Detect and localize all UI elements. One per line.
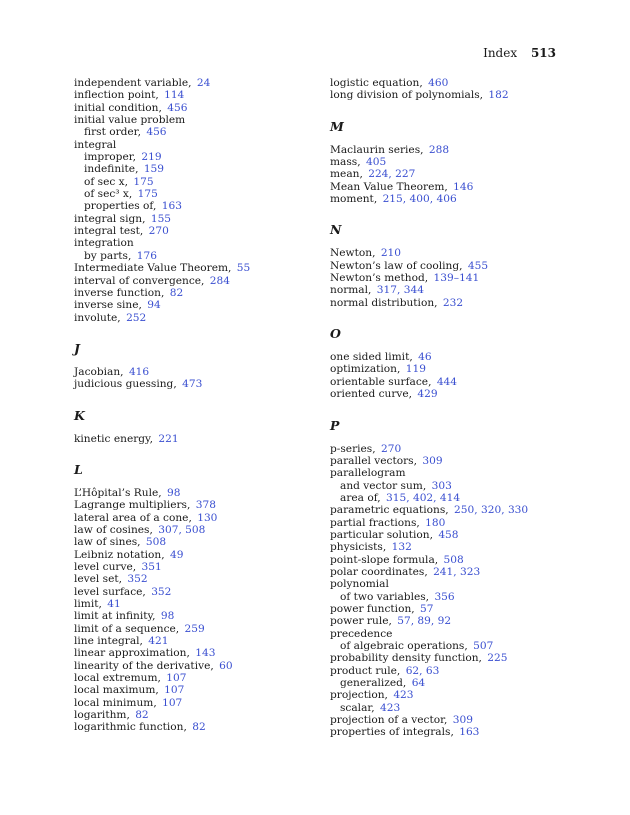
- index-term: optimization,: [330, 363, 401, 376]
- index-entry: [330, 689, 570, 701]
- page-reference-link[interactable]: 507: [473, 640, 494, 652]
- index-term: normal distribution,: [330, 296, 438, 309]
- index-term: Mean Value Theorem,: [330, 180, 448, 193]
- index-entry: [74, 275, 314, 287]
- index-entry: [330, 144, 570, 156]
- index-term: properties of integrals,: [330, 726, 454, 739]
- index-term: particular solution,: [330, 528, 433, 541]
- index-entry: [74, 237, 314, 249]
- page-reference-link[interactable]: 119: [405, 363, 426, 376]
- page-reference-link[interactable]: 473: [182, 378, 203, 391]
- index-term: linear approximation,: [74, 647, 190, 660]
- page-reference-link[interactable]: 455: [467, 259, 489, 272]
- page-reference-link[interactable]: 309: [422, 454, 443, 467]
- index-term: independent variable,: [74, 77, 192, 89]
- page-reference-link[interactable]: 456: [167, 101, 188, 114]
- index-entry: [74, 549, 314, 561]
- index-entry: [74, 225, 314, 237]
- page-reference-link[interactable]: 508: [145, 536, 167, 549]
- index-entry: [330, 181, 570, 193]
- index-term: parallel vectors,: [330, 454, 417, 467]
- index-term: limit,: [74, 598, 102, 610]
- page-reference-link[interactable]: 423: [393, 689, 414, 702]
- index-term: polar coordinates,: [330, 565, 428, 578]
- index-term: power function,: [330, 602, 415, 615]
- index-entry: [330, 297, 570, 309]
- page-reference-link[interactable]: 98: [166, 486, 181, 499]
- index-term: Newton’s law of cooling,: [330, 259, 463, 272]
- index-term: by parts,: [84, 249, 132, 262]
- index-term: inflection point,: [74, 89, 159, 102]
- page-reference-link[interactable]: 60: [219, 659, 233, 672]
- index-term: logarithmic function,: [74, 721, 187, 734]
- index-entry: [330, 284, 570, 296]
- index-subentry: [74, 126, 314, 138]
- page-reference-link[interactable]: 180: [425, 516, 446, 529]
- page-header: [483, 46, 556, 60]
- page-reference-link[interactable]: 175: [137, 188, 158, 201]
- index-term: level curve,: [74, 560, 137, 573]
- index-term: precedence: [330, 627, 393, 640]
- index-entry: [74, 660, 314, 672]
- index-entry: [330, 504, 570, 516]
- index-term: p-series,: [330, 442, 376, 455]
- index-term: local minimum,: [74, 696, 157, 709]
- index-subentry: [74, 176, 314, 188]
- index-entry: [74, 561, 314, 573]
- index-term: integral test,: [74, 225, 144, 238]
- index-term: normal,: [330, 284, 372, 297]
- index-term: involute,: [74, 311, 121, 324]
- index-entry: [74, 536, 314, 548]
- index-term: interval of convergence,: [74, 274, 205, 287]
- page-reference-link[interactable]: 24: [196, 77, 211, 89]
- index-term: point-slope formula,: [330, 553, 439, 566]
- index-entry: [330, 376, 570, 388]
- index-entry: [74, 586, 314, 598]
- index-term: integral: [74, 138, 117, 151]
- page-reference-link[interactable]: 460: [428, 77, 449, 89]
- page-reference-link[interactable]: 378: [195, 499, 216, 512]
- index-term: Intermediate Value Theorem,: [74, 262, 232, 275]
- page-reference-link[interactable]: 98: [160, 610, 175, 623]
- index-entry: [74, 378, 314, 390]
- index-term: of sec³ x,: [84, 188, 133, 201]
- page-reference-link[interactable]: 46: [418, 351, 432, 364]
- index-term: of two variables,: [340, 590, 430, 603]
- page-reference-link[interactable]: 175: [133, 175, 154, 188]
- page-reference-link[interactable]: 303: [431, 479, 452, 492]
- index-term: polynomial: [330, 578, 389, 591]
- page-reference-link[interactable]: 423: [380, 701, 401, 714]
- index-entry: [74, 114, 314, 126]
- index-entry: [330, 260, 570, 272]
- index-term: inverse sine,: [74, 299, 142, 312]
- page-reference-link[interactable]: 143: [195, 647, 216, 660]
- index-term: law of cosines,: [74, 523, 153, 536]
- index-term: and vector sum,: [340, 479, 427, 492]
- page-reference-link[interactable]: 114: [164, 89, 185, 102]
- page-reference-link[interactable]: 288: [428, 143, 450, 156]
- index-entry: [330, 714, 570, 726]
- index-subentry: [74, 163, 314, 175]
- page-reference-link[interactable]: 352: [151, 585, 172, 598]
- index-term: first order,: [84, 126, 141, 139]
- index-term: improper,: [84, 151, 136, 164]
- page-reference-link[interactable]: 41: [107, 598, 121, 610]
- index-term: local extremum,: [74, 672, 161, 685]
- index-term: of algebraic operations,: [340, 640, 468, 652]
- page-reference-link[interactable]: 416: [128, 365, 150, 378]
- page-reference-link[interactable]: 215, 400, 406: [382, 193, 457, 206]
- page-reference-link[interactable]: 49: [170, 548, 184, 561]
- index-subentry: [330, 702, 570, 714]
- page-reference-link[interactable]: 232: [442, 296, 464, 309]
- index-entry: [74, 672, 314, 684]
- index-entry: [330, 603, 570, 615]
- index-term: projection of a vector,: [330, 714, 448, 727]
- index-subentry: [330, 677, 570, 689]
- page-reference-link[interactable]: 224, 227: [368, 168, 416, 181]
- index-term: parametric equations,: [330, 504, 449, 517]
- page-reference-link[interactable]: 132: [391, 541, 412, 554]
- page-reference-link[interactable]: 55: [236, 262, 251, 275]
- index-entry: [74, 77, 314, 89]
- index-letter-heading: J: [74, 340, 80, 356]
- index-letter-heading: P: [330, 417, 340, 433]
- index-term: scalar,: [340, 701, 375, 714]
- index-term: parallelogram: [330, 467, 406, 480]
- index-column-left: [74, 77, 314, 734]
- index-entry: [330, 529, 570, 541]
- index-term: integration: [74, 237, 134, 250]
- index-entry: [74, 512, 314, 524]
- index-entry: [330, 193, 570, 205]
- page-reference-link[interactable]: 57: [420, 602, 434, 615]
- index-subentry: [74, 188, 314, 200]
- page-reference-link[interactable]: 163: [161, 200, 182, 213]
- index-entry: [330, 156, 570, 168]
- index-entry: [74, 499, 314, 511]
- index-entry: [74, 697, 314, 709]
- index-entry: [74, 721, 314, 733]
- index-entry: [330, 652, 570, 664]
- index-subentry: [74, 200, 314, 212]
- page-reference-link[interactable]: 259: [184, 622, 205, 635]
- page-reference-link[interactable]: 284: [209, 274, 231, 287]
- index-entry: [74, 102, 314, 114]
- index-entry: [74, 610, 314, 622]
- index-entry: [330, 665, 570, 677]
- index-entry: [330, 541, 570, 553]
- index-entry: [74, 635, 314, 647]
- page-reference-link[interactable]: 444: [436, 375, 458, 388]
- page-reference-link[interactable]: 163: [459, 726, 480, 739]
- index-entry: [74, 524, 314, 536]
- page-reference-link[interactable]: 107: [166, 672, 187, 685]
- page-reference-link[interactable]: 429: [417, 388, 438, 401]
- index-term: product rule,: [330, 664, 401, 677]
- index-entry: [330, 247, 570, 259]
- page-reference-link[interactable]: 130: [197, 511, 218, 524]
- index-letter-heading: M: [330, 118, 344, 134]
- index-term: initial value problem: [74, 114, 186, 127]
- index-term: area of,: [340, 491, 381, 504]
- page-reference-link[interactable]: 421: [148, 635, 169, 648]
- index-subentry: [74, 250, 314, 262]
- index-entry: [74, 299, 314, 311]
- page-reference-link[interactable]: 250, 320, 330: [454, 504, 529, 517]
- index-entry: [330, 554, 570, 566]
- index-entry: [74, 89, 314, 101]
- index-entry: [330, 77, 570, 89]
- index-entry: [74, 623, 314, 635]
- index-entry: [74, 287, 314, 299]
- index-term: line integral,: [74, 635, 143, 648]
- page-reference-link[interactable]: 405: [365, 156, 387, 169]
- index-subentry: [330, 480, 570, 492]
- page-reference-link[interactable]: 317, 344: [376, 284, 424, 297]
- index-term: moment,: [330, 193, 378, 206]
- index-term: projection,: [330, 689, 388, 702]
- index-entry: [330, 517, 570, 529]
- page-reference-link[interactable]: 270: [148, 225, 169, 238]
- page-reference-link[interactable]: 176: [136, 249, 157, 262]
- page-reference-link[interactable]: 270: [380, 442, 402, 455]
- index-term: generalized,: [340, 677, 407, 690]
- section-title: Index: [483, 46, 518, 60]
- index-entry: [330, 455, 570, 467]
- page-reference-link[interactable]: 82: [135, 709, 149, 722]
- index-entry: [74, 709, 314, 721]
- index-term: Lagrange multipliers,: [74, 499, 191, 512]
- page-reference-link[interactable]: 64: [411, 677, 426, 690]
- index-subentry: [330, 640, 570, 652]
- index-term: power rule,: [330, 615, 392, 628]
- index-term: Jacobian,: [74, 365, 124, 378]
- index-entry: [330, 89, 570, 101]
- index-term: level surface,: [74, 585, 146, 598]
- index-term: integral sign,: [74, 212, 146, 225]
- index-column-right: [330, 77, 570, 739]
- page-reference-link[interactable]: 159: [143, 163, 165, 176]
- index-entry: [74, 262, 314, 274]
- index-term: indefinite,: [84, 163, 139, 176]
- index-entry: [74, 433, 314, 445]
- index-entry: [330, 628, 570, 640]
- index-term: limit of a sequence,: [74, 622, 180, 635]
- index-term: partial fractions,: [330, 516, 420, 529]
- index-entry: [74, 487, 314, 499]
- index-entry: [330, 726, 570, 738]
- page-reference-link[interactable]: 351: [141, 560, 162, 573]
- index-term: orientable surface,: [330, 375, 432, 388]
- index-term: mass,: [330, 156, 361, 169]
- index-entry: [330, 443, 570, 455]
- index-term: logistic equation,: [330, 77, 423, 89]
- index-term: logarithm,: [74, 709, 130, 722]
- index-entry: [330, 272, 570, 284]
- page-reference-link[interactable]: 508: [443, 553, 464, 566]
- page-reference-link[interactable]: 307, 508: [158, 523, 206, 536]
- index-entry: [330, 566, 570, 578]
- page-reference-link[interactable]: 456: [146, 126, 167, 139]
- index-term: Newton,: [330, 247, 376, 260]
- index-term: initial condition,: [74, 101, 162, 114]
- page-reference-link[interactable]: 139–141: [433, 272, 480, 285]
- page-reference-link[interactable]: 107: [164, 684, 185, 697]
- index-entry: [74, 598, 314, 610]
- index-entry: [74, 684, 314, 696]
- page-reference-link[interactable]: 155: [150, 212, 172, 225]
- index-term: L’Hôpital’s Rule,: [74, 486, 162, 499]
- index-entry: [330, 467, 570, 479]
- index-entry: [74, 139, 314, 151]
- index-entry: [330, 578, 570, 590]
- page-reference-link[interactable]: 82: [169, 286, 184, 299]
- index-term: Newton’s method,: [330, 272, 429, 285]
- index-term: limit at infinity,: [74, 610, 156, 623]
- index-entry: [74, 366, 314, 378]
- index-term: properties of,: [84, 200, 157, 213]
- index-term: judicious guessing,: [74, 378, 177, 391]
- index-term: level set,: [74, 573, 122, 586]
- index-term: one sided limit,: [330, 351, 413, 364]
- index-entry: [330, 351, 570, 363]
- page-reference-link[interactable]: 309: [452, 714, 473, 727]
- page-reference-link[interactable]: 146: [453, 180, 474, 193]
- index-letter-heading: O: [330, 326, 341, 342]
- index-term: mean,: [330, 168, 363, 181]
- page-reference-link[interactable]: 241, 323: [433, 565, 481, 578]
- index-term: local maximum,: [74, 684, 159, 697]
- index-term: physicists,: [330, 541, 387, 554]
- page-reference-link[interactable]: 62, 63: [405, 664, 440, 677]
- index-entry: [330, 388, 570, 400]
- index-entry: [330, 615, 570, 627]
- page-reference-link[interactable]: 107: [162, 696, 183, 709]
- index-term: law of sines,: [74, 536, 141, 549]
- page-reference-link[interactable]: 219: [141, 151, 162, 164]
- index-letter-heading: K: [74, 407, 85, 423]
- page-reference-link[interactable]: 82: [192, 721, 206, 734]
- index-term: kinetic energy,: [74, 432, 153, 445]
- index-term: of sec x,: [84, 175, 129, 188]
- index-entry: [74, 647, 314, 659]
- page-reference-link[interactable]: 315, 402, 414: [386, 491, 461, 504]
- page-reference-link[interactable]: 94: [147, 299, 161, 312]
- page-reference-link[interactable]: 458: [438, 528, 459, 541]
- index-term: inverse function,: [74, 286, 165, 299]
- index-entry: [330, 168, 570, 180]
- page-reference-link[interactable]: 182: [488, 89, 509, 102]
- index-term: lateral area of a cone,: [74, 511, 192, 524]
- page-reference-link[interactable]: 221: [158, 432, 179, 445]
- page-reference-link[interactable]: 252: [126, 311, 147, 324]
- index-subentry: [330, 492, 570, 504]
- page-reference-link[interactable]: 356: [434, 590, 455, 603]
- index-entry: [330, 363, 570, 375]
- index-entry: [74, 312, 314, 324]
- index-entry: [74, 573, 314, 585]
- index-letter-heading: N: [330, 222, 342, 238]
- index-subentry: [74, 151, 314, 163]
- index-letter-heading: L: [74, 461, 83, 477]
- page-reference-link[interactable]: 225: [487, 652, 508, 665]
- index-term: oriented curve,: [330, 388, 413, 401]
- index-term: probability density function,: [330, 652, 482, 665]
- page-reference-link[interactable]: 210: [380, 247, 402, 260]
- page-reference-link[interactable]: 352: [127, 573, 148, 586]
- index-term: linearity of the derivative,: [74, 659, 214, 672]
- index-entry: [74, 213, 314, 225]
- index-term: long division of polynomials,: [330, 89, 484, 102]
- index-term: Leibniz notation,: [74, 548, 165, 561]
- page-reference-link[interactable]: 57, 89, 92: [397, 615, 452, 628]
- index-term: Maclaurin series,: [330, 143, 424, 156]
- index-subentry: [330, 591, 570, 603]
- page-number: 513: [530, 46, 556, 60]
